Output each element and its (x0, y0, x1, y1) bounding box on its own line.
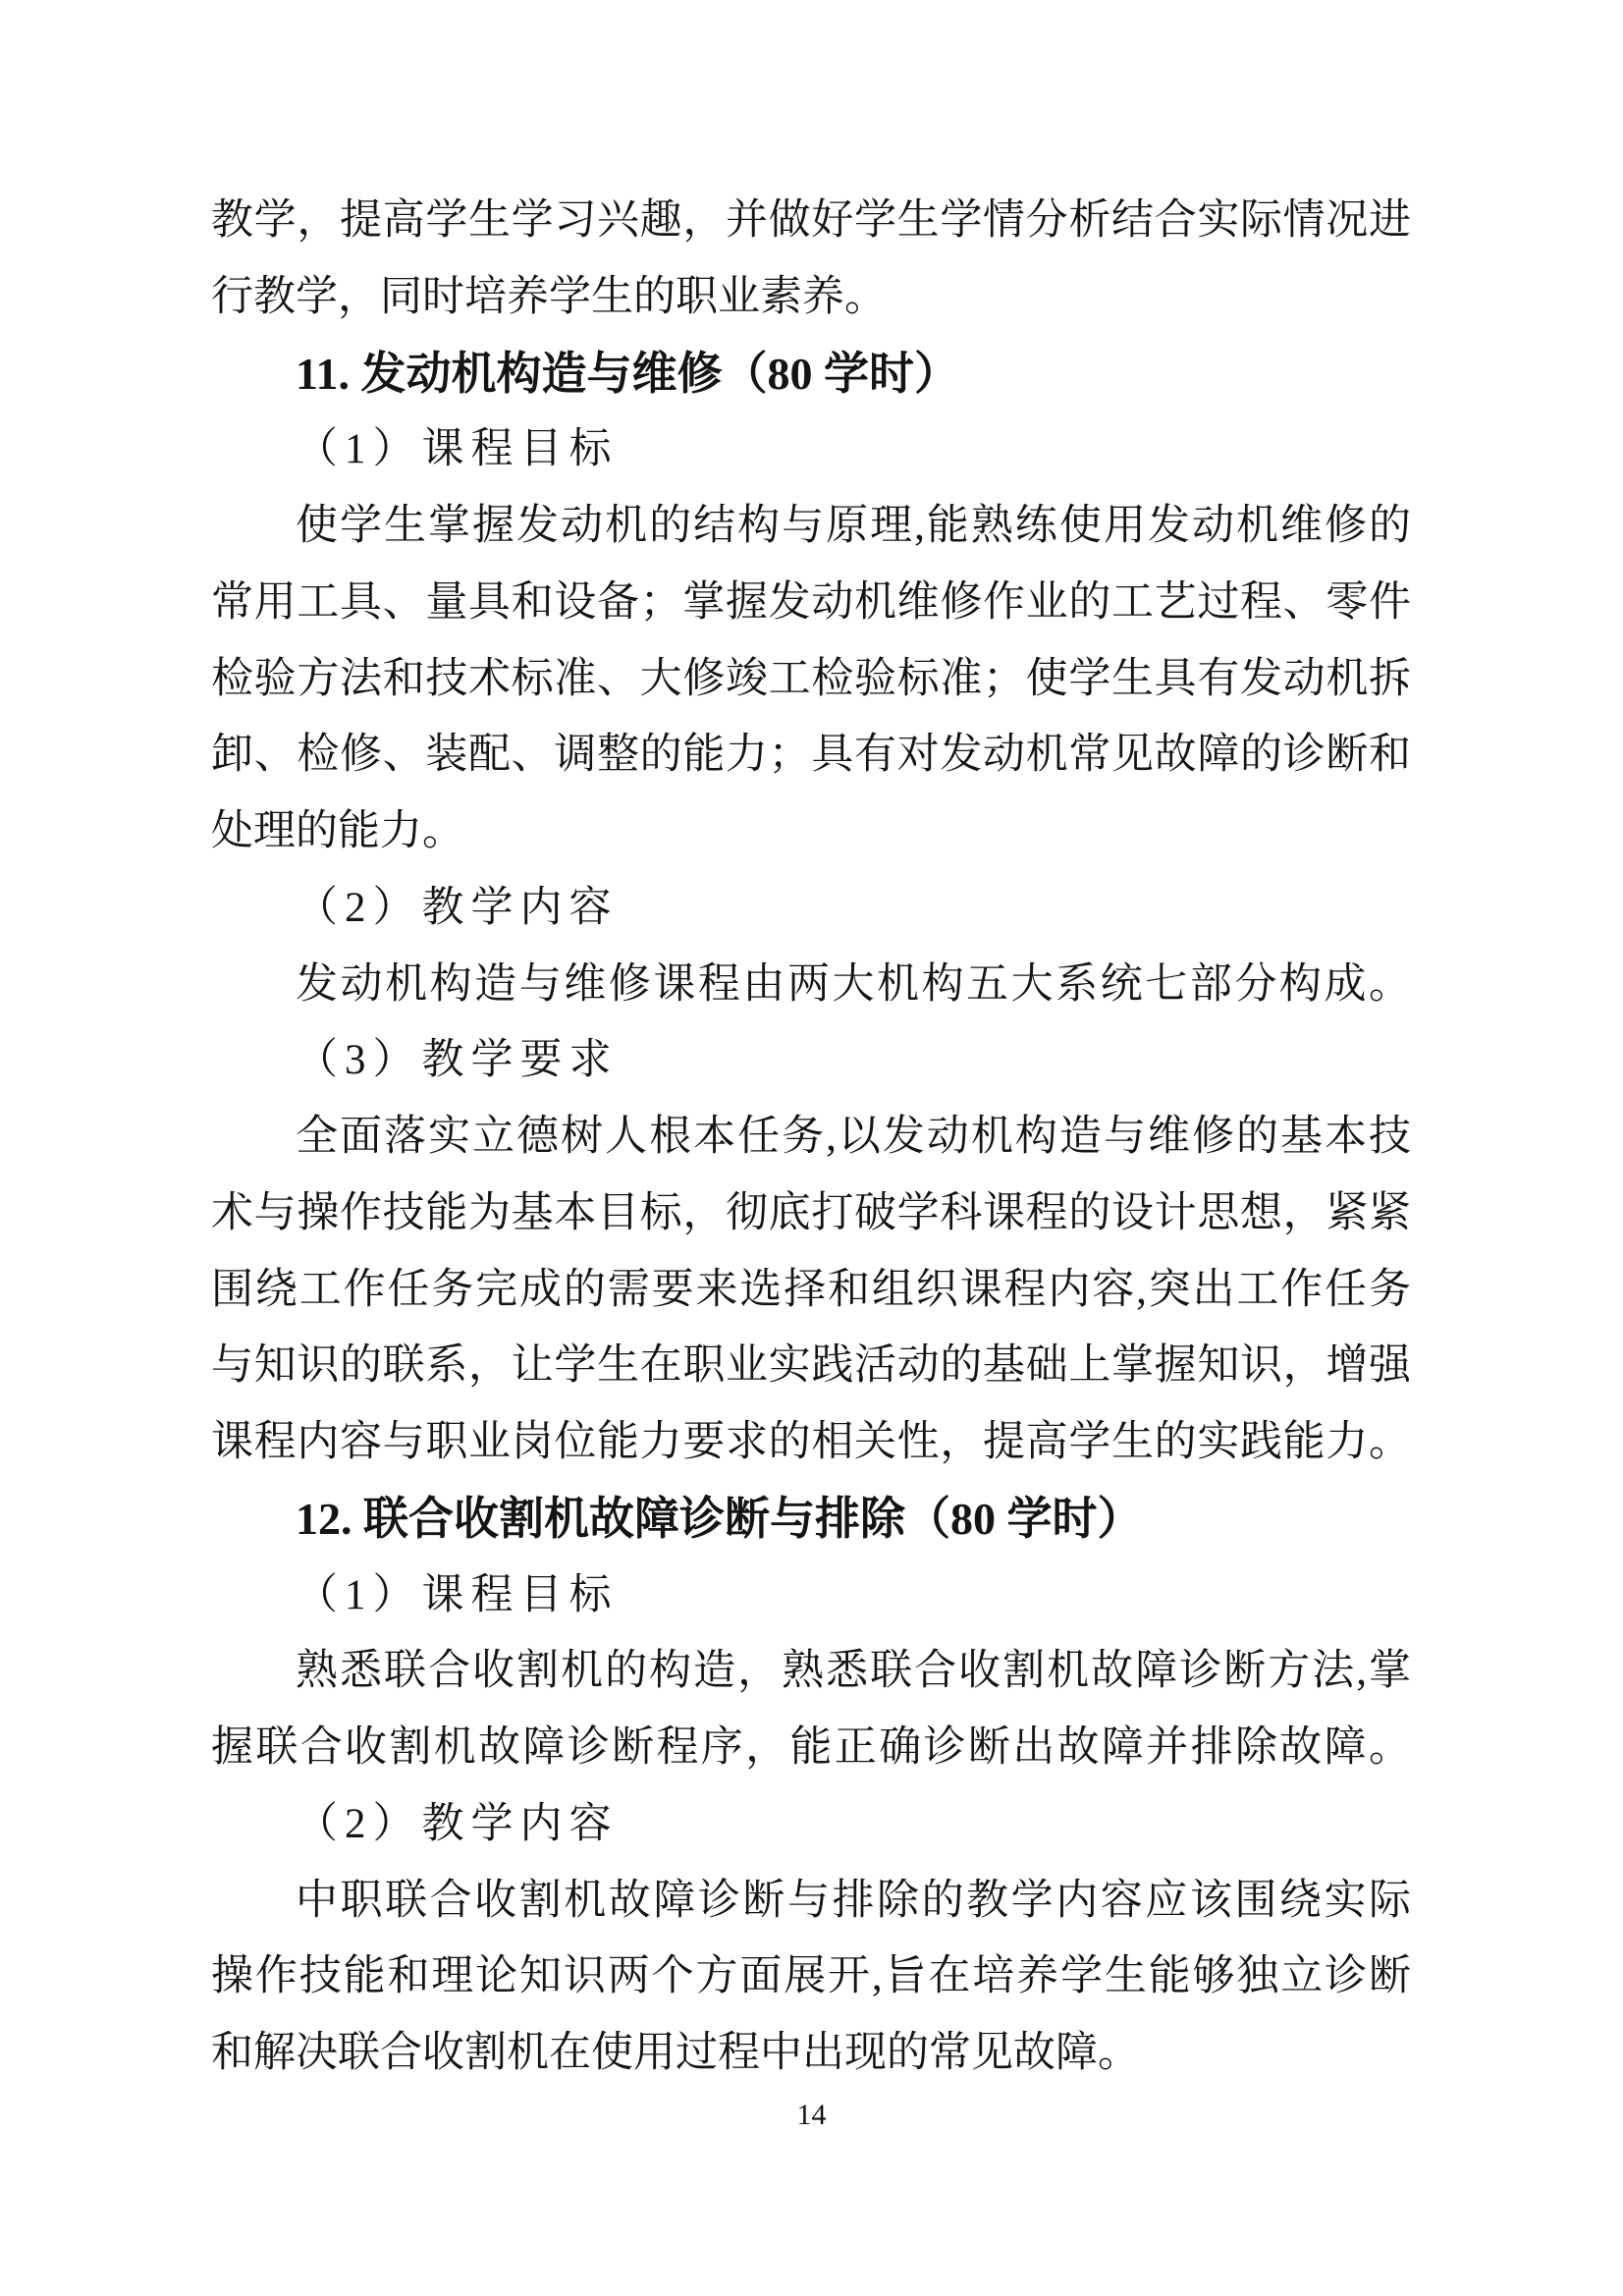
paragraph-line: 处理的能力。 (211, 808, 464, 854)
paragraph-line: 课程内容与职业岗位能力要求的相关性，提高学生的实践能力。 (211, 1419, 1411, 1465)
subsection-heading: （1）课程目标 (296, 1571, 619, 1618)
paragraph-line: 和解决联合收割机在使用过程中出现的常见故障。 (211, 2030, 1140, 2076)
paragraph-line: 术与操作技能为基本目标，彻底打破学科课程的设计思想，紧紧 (211, 1189, 1411, 1236)
paragraph-line: 围绕工作任务完成的需要来选择和组织课程内容,突出工作任务 (211, 1266, 1411, 1313)
course-heading: 12. 联合收割机故障诊断与排除（80 学时） (296, 1493, 1143, 1544)
paragraph-line: 卸、检修、装配、调整的能力；具有对发动机常见故障的诊断和 (211, 732, 1411, 779)
paragraph-line: 熟悉联合收割机的构造，熟悉联合收割机故障诊断方法,掌 (296, 1648, 1411, 1695)
page-number: 14 (796, 2099, 827, 2131)
paragraph-line: 检验方法和技术标准、大修竣工检验标准；使学生具有发动机拆 (211, 655, 1411, 702)
paragraph-line: 常用工具、量具和设备；掌握发动机维修作业的工艺过程、零件 (211, 578, 1411, 626)
paragraph-line: 操作技能和理论知识两个方面展开,旨在培养学生能够独立诊断 (211, 1953, 1411, 2000)
subsection-heading: （1）课程目标 (296, 426, 619, 473)
paragraph-line: 中职联合收割机故障诊断与排除的教学内容应该围绕实际 (296, 1877, 1411, 1924)
paragraph-line: 全面落实立德树人根本任务,以发动机构造与维修的基本技 (296, 1114, 1411, 1160)
paragraph-line: 发动机构造与维修课程由两大机构五大系统七部分构成。 (296, 960, 1411, 1008)
text-column (211, 183, 1411, 2092)
subsection-heading: （3）教学要求 (296, 1037, 619, 1084)
paragraph-line: 行教学，同时培养学生的职业素养。 (211, 273, 887, 320)
paragraph-line: 使学生掌握发动机的结构与原理,能熟练使用发动机维修的 (296, 503, 1411, 549)
paragraph-line: 握联合收割机故障诊断程序，能正确诊断出故障并排除故障。 (211, 1724, 1411, 1771)
paragraph-line: 与知识的联系，让学生在职业实践活动的基础上掌握知识，增强 (211, 1342, 1411, 1390)
subsection-heading: （2）教学内容 (296, 884, 619, 931)
paragraph-line: 教学，提高学生学习兴趣，并做好学生学情分析结合实际情况进 (211, 197, 1411, 244)
subsection-heading: （2）教学内容 (296, 1800, 619, 1847)
course-heading: 11. 发动机构造与维修（80 学时） (296, 348, 959, 399)
